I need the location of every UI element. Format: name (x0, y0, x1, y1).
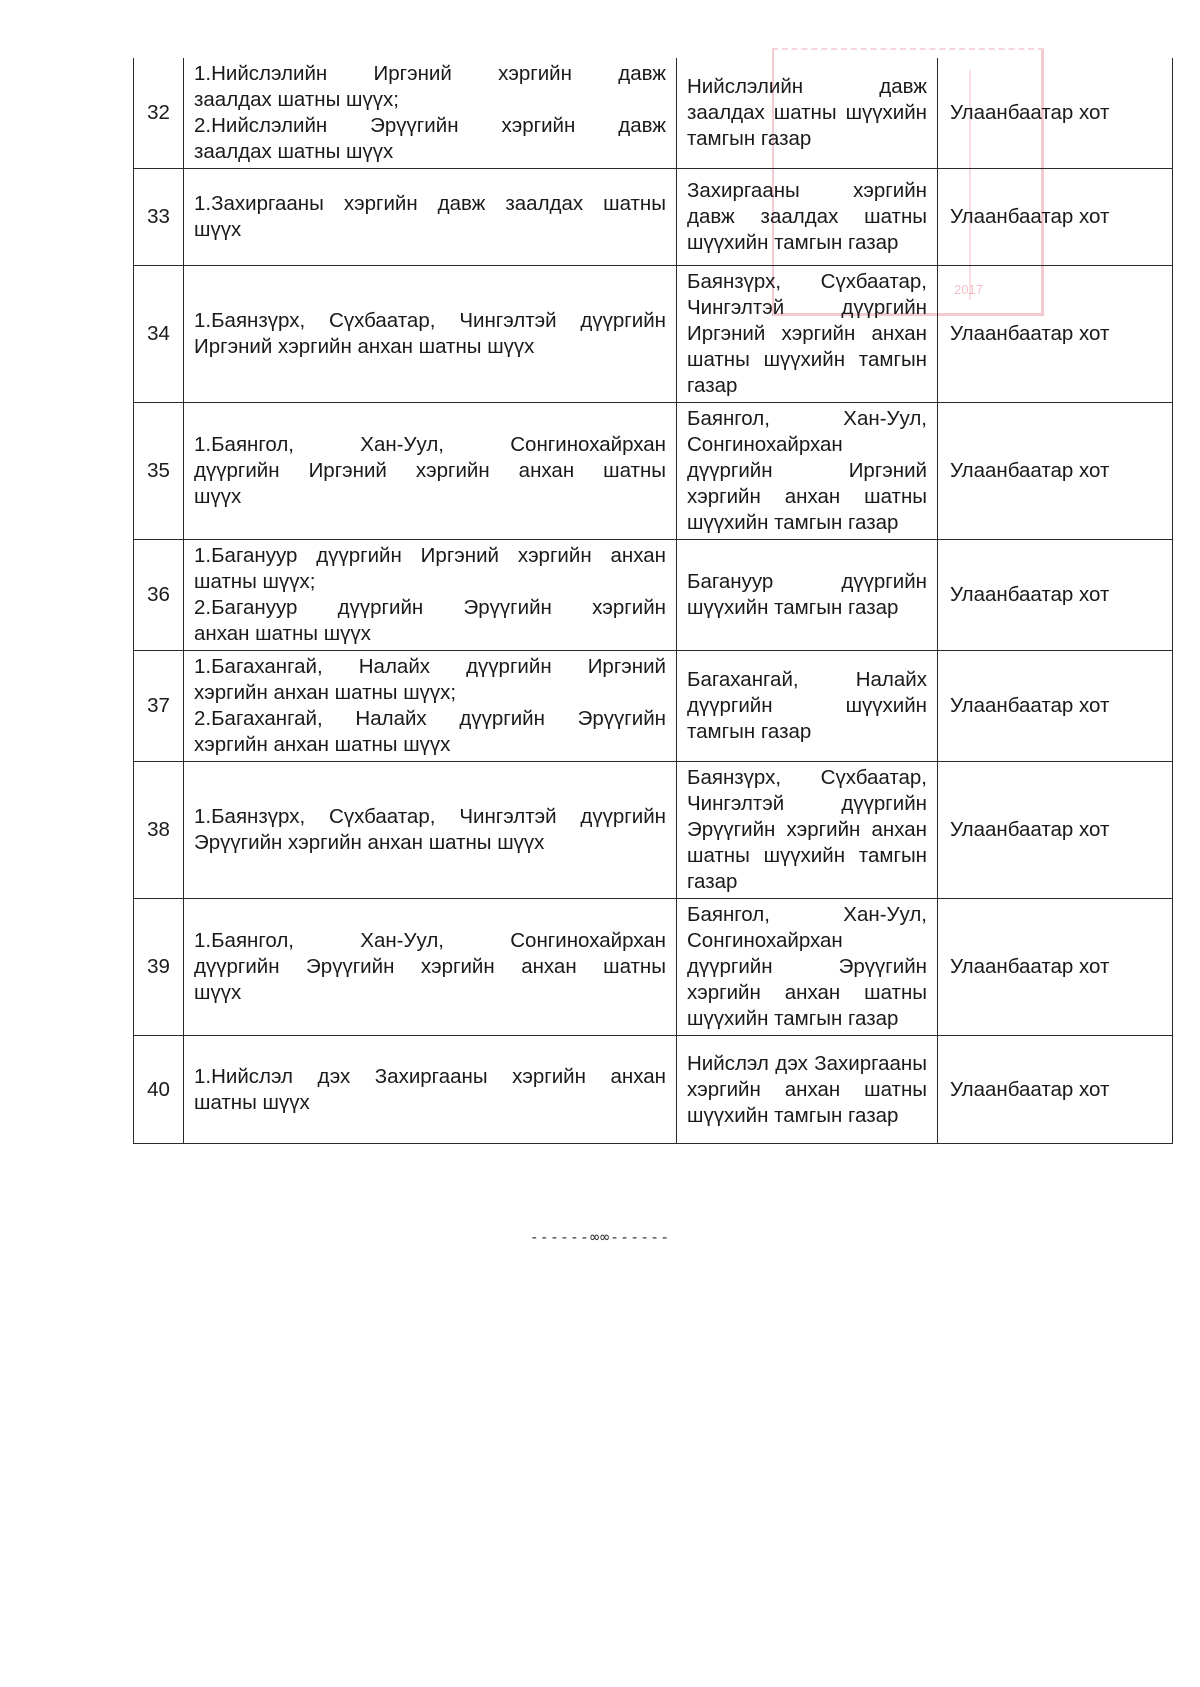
court-name-line: Иргэний хэргийн анхан шатны шүүх (194, 335, 535, 358)
court-name-line: шатны шүүх (194, 1090, 310, 1114)
court-name-cell (184, 403, 677, 540)
court-name-line: 1.Баянгол, Хан-Уул, Сонгинохайрхан (194, 929, 666, 952)
office-name-cell: Багануур дүүргийн шүүхийн тамгын газар (677, 540, 938, 651)
table-row (134, 169, 1173, 266)
court-name-cell (184, 899, 677, 1036)
row-number: 39 (134, 899, 184, 1036)
table-row (134, 58, 1173, 169)
court-name-line: дүүргийн Эрүүгийн хэргийн анхан шатны (194, 955, 666, 978)
court-name-line: анхан шатны шүүх (194, 622, 371, 645)
office-name-cell: Баянзүрх, Сүхбаатар, Чингэлтэй дүүргийн Иргэний хэргийн анхан шатны шүүхийн тамгын газар (677, 266, 938, 403)
city-cell: Улаанбаатар хот (938, 899, 1173, 1036)
table-row (134, 899, 1173, 1036)
table-row (134, 1036, 1173, 1144)
court-name-cell (184, 266, 677, 403)
court-name-line: 1.Багахангай, Налайх дүүргийн Иргэний (194, 655, 666, 678)
city-cell: Улаанбаатар хот (938, 762, 1173, 899)
court-name-line: заалдах шатны шүүх (194, 140, 394, 163)
court-name-line: заалдах шатны шүүх; (194, 88, 399, 111)
table-body (134, 58, 1173, 1144)
office-name-cell: Захиргааны хэргийн давж заалдах шатны шүүхийн тамгын газар (677, 169, 938, 266)
court-name-line: 1.Нийслэлийн Иргэний хэргийн давж (194, 62, 666, 85)
row-number: 32 (134, 58, 184, 169)
court-name-line: хэргийн анхан шатны шүүх (194, 733, 451, 756)
court-name-line: шүүх (194, 218, 242, 241)
court-name-line: шүүх (194, 981, 242, 1004)
court-office-table (133, 58, 1173, 1144)
office-name-cell: Баянзүрх, Сүхбаатар, Чингэлтэй дүүргийн Эрүүгийн хэргийн анхан шатны шүүхийн тамгын газар (677, 762, 938, 899)
court-name-line: 2.Багахангай, Налайх дүүргийн Эрүүгийн (194, 707, 666, 730)
office-name-cell: Баянгол, Хан-Уул, Сонгинохайрхан дүүргийн Иргэний хэргийн анхан шатны шүүхийн тамгын газар (677, 403, 938, 540)
city-cell: Улаанбаатар хот (938, 651, 1173, 762)
table-row (134, 540, 1173, 651)
table-row (134, 762, 1173, 899)
court-name-cell (184, 762, 677, 899)
row-number: 36 (134, 540, 184, 651)
office-name-cell: Баянгол, Хан-Уул, Сонгинохайрхан дүүргийн Эрүүгийн хэргийн анхан шатны шүүхийн тамгын газар (677, 899, 938, 1036)
row-number: 35 (134, 403, 184, 540)
city-cell: Улаанбаатар хот (938, 1036, 1173, 1144)
court-name-line: 2.Багануур дүүргийн Эрүүгийн хэргийн (194, 596, 666, 619)
stamp-date: 2017 (954, 282, 983, 297)
court-name-cell (184, 651, 677, 762)
court-name-line: 1.Баянгол, Хан-Уул, Сонгинохайрхан (194, 433, 666, 456)
court-name-line: 1.Баянзүрх, Сүхбаатар, Чингэлтэй дүүргийн (194, 309, 666, 332)
court-name-line: Эрүүгийн хэргийн анхан шатны шүүх (194, 831, 545, 854)
court-name-line: 1.Нийслэл дэх Захиргааны хэргийн анхан (194, 1064, 666, 1088)
table-row (134, 651, 1173, 762)
office-name-cell: Нийслэл дэх Захиргааны хэргийн анхан шатны шүүхийн тамгын газар (677, 1036, 938, 1144)
court-name-line: 1.Баянзүрх, Сүхбаатар, Чингэлтэй дүүргийн (194, 805, 666, 828)
court-name-line: дүүргийн Иргэний хэргийн анхан шатны (194, 459, 666, 482)
row-number: 37 (134, 651, 184, 762)
court-name-cell (184, 169, 677, 266)
court-name-cell (184, 58, 677, 169)
court-name-line: шатны шүүх; (194, 570, 316, 593)
table-row (134, 403, 1173, 540)
court-name-line: 2.Нийслэлийн Эрүүгийн хэргийн давж (194, 114, 666, 137)
city-cell: Улаанбаатар хот (938, 540, 1173, 651)
city-cell: Улаанбаатар хот (938, 58, 1173, 169)
court-name-line: 1.Багануур дүүргийн Иргэний хэргийн анхан (194, 544, 666, 567)
city-cell: Улаанбаатар хот (938, 403, 1173, 540)
court-name-line: шүүх (194, 485, 242, 508)
office-name-cell: Багахангай, Налайх дүүргийн шүүхийн тамгын газар (677, 651, 938, 762)
row-number: 34 (134, 266, 184, 403)
row-number: 33 (134, 169, 184, 266)
end-of-document-mark: ------∞∞------ (529, 1228, 671, 1246)
city-cell: Улаанбаатар хот (938, 169, 1173, 266)
court-name-cell (184, 1036, 677, 1144)
office-name-cell: Нийслэлийн давж заалдах шатны шүүхийн тамгын газар (677, 58, 938, 169)
court-name-line: хэргийн анхан шатны шүүх; (194, 681, 457, 704)
row-number: 40 (134, 1036, 184, 1144)
court-name-line: 1.Захиргааны хэргийн давж заалдах шатны (194, 192, 666, 215)
city-cell: Улаанбаатар хот (938, 266, 1173, 403)
row-number: 38 (134, 762, 184, 899)
court-name-cell (184, 540, 677, 651)
table-row (134, 266, 1173, 403)
